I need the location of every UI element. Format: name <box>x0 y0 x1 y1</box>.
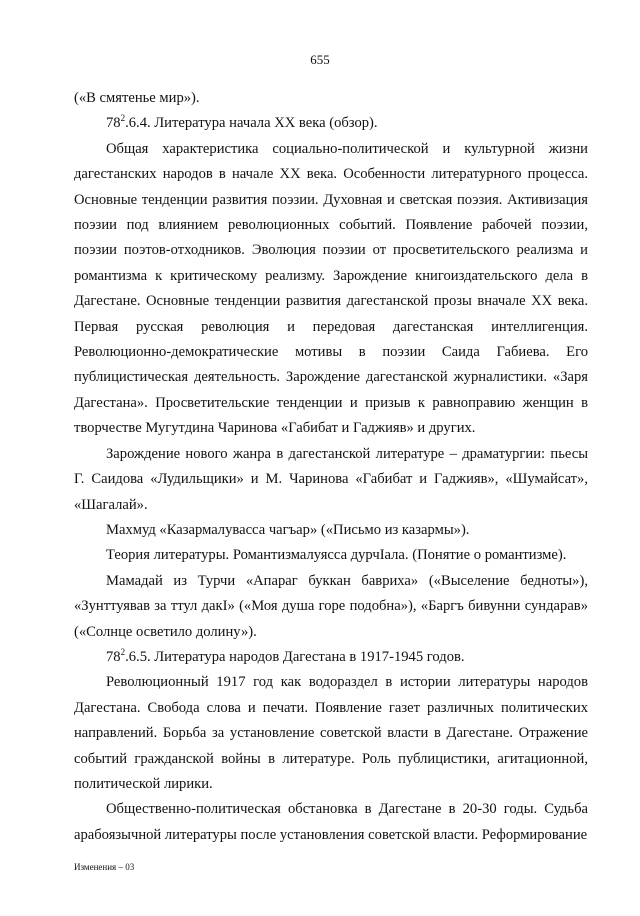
paragraph-10: Общественно-политическая обстановка в Дагестане в 20-30 годы. Судьба арабоязычной литературы после установления советской власти. Реформирование <box>74 801 588 843</box>
section-title: .6.4. Литература начала XX века (обзор). <box>125 115 378 132</box>
section-number: 78 <box>106 648 121 665</box>
section-number-superscript: 2 <box>120 647 126 658</box>
section-number: 78 <box>106 115 121 132</box>
paragraph-4: Зарождение нового жанра в дагестанской литературе – драматургии: пьесы Г. Саидова «Лудильщики» и М. Чаринова «Габибат и Гаджияв», «Шумайсат», «Шагалай». <box>74 445 588 513</box>
section-number-superscript: 2 <box>120 113 126 124</box>
paragraph-3: Общая характеристика социально-политической и культурной жизни дагестанских народов в начале XX века. Особенности литературного процесса. Основные тенденции развития поэзии. Духовная и светская поэзия. Активизация поэзии под влиянием революционных событий. Появление рабочей поэзии, поэзии поэтов-отходников. Эволюция поэзии от просветительского реализма и романтизма к критическому реализму. Зарождение книгоиздательского дела в Дагестане. Основные тенденции развития дагестанской прозы вначале XX века. Первая русская революция и передовая дагестанская интеллигенция. Революционно-демократические мотивы в поэзии Саида Габиева. Его публицистическая деятельность. Зарождение дагестанской журналистики. «Заря Дагестана». Просветительские тенденции и призыв к равноправию женщин в творчестве Мугутдина Чаринова «Габибат и Гаджияв» и других. <box>74 140 588 437</box>
paragraph-7: Мамадай из Турчи «Апараг буккан бавриха» («Выселение бедноты»), «Зунттуявав за ттул дакI» («Моя душа горе подобна»), «Баргъ бивунни сундарав» («Солнце осветило долину»). <box>74 572 588 640</box>
paragraph-6: Теория литературы. Романтизмалуясса дурчIала. (Понятие о романтизме). <box>106 547 567 564</box>
paragraph-5: Махмуд «Казармалувасса чагъар» («Письмо из казармы»). <box>106 521 470 538</box>
paragraph-9: Революционный 1917 год как водораздел в истории литературы народов Дагестана. Свобода слова и печати. Появление газет различных политических направлений. Борьба за установление советской власти в Дагестане. Отражение событий гражданской войны в литературе. Роль публицистики, агитационной, политической лирики. <box>74 674 588 792</box>
paragraph-1: («В смятенье мир»). <box>74 90 200 106</box>
page-number: 655 <box>310 52 330 67</box>
footer-revision-note: Изменения – 03 <box>74 862 135 872</box>
section-heading-6-5 <box>74 645 588 670</box>
section-heading-6-4 <box>74 111 588 136</box>
section-title: .6.5. Литература народов Дагестана в 1917-1945 годов. <box>125 648 465 665</box>
document-body <box>74 86 588 848</box>
